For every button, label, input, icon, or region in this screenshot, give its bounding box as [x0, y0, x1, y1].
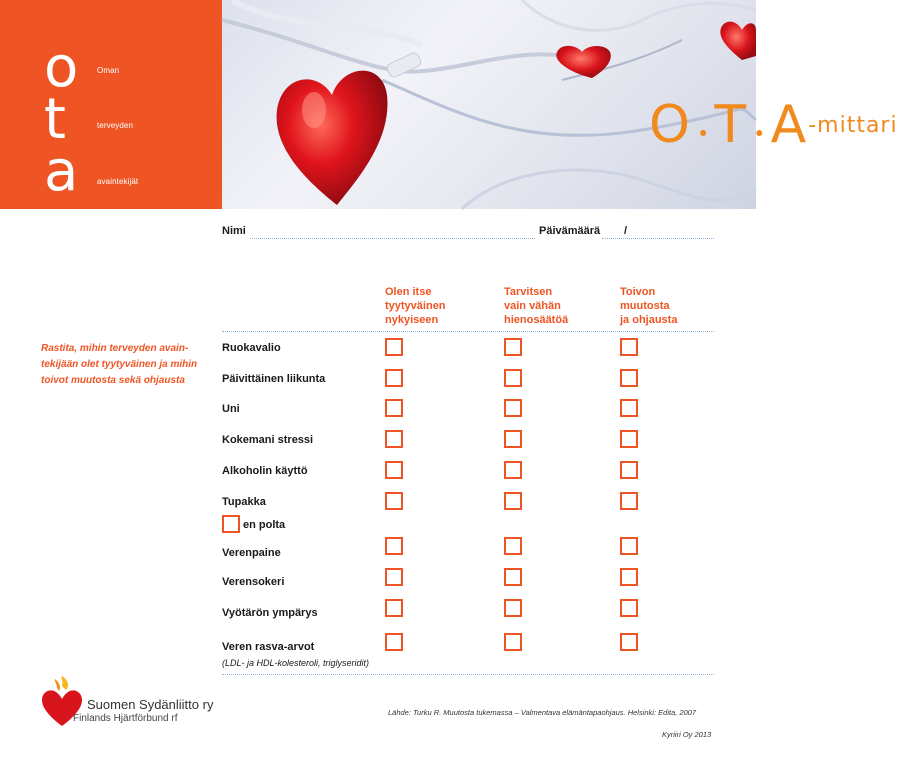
- logo-letter-a: a: [44, 139, 79, 204]
- row-label-alcohol: Alkoholin käyttö: [222, 465, 308, 477]
- checkbox-sleep-satisfied[interactable]: [385, 399, 403, 417]
- brand-dot: ●: [698, 123, 708, 140]
- non-smoker-label: en polta: [243, 519, 286, 531]
- checkbox-alcohol-change[interactable]: [620, 461, 638, 479]
- checkbox-lipids-change[interactable]: [620, 633, 638, 651]
- brand-letter-a: A: [770, 95, 809, 155]
- brand-suffix: -mittari: [808, 113, 898, 138]
- row-label-blood-pressure: Verenpaine: [222, 547, 281, 559]
- checkbox-alcohol-fine-tuning[interactable]: [504, 461, 522, 479]
- row-label-sleep: Uni: [222, 403, 240, 415]
- checkbox-smoking-satisfied[interactable]: [385, 492, 403, 510]
- column-header-line: nykyiseen: [385, 314, 439, 326]
- logo-word-avaintekijat: avaintekijät: [97, 177, 139, 186]
- brand-letter-t: T: [714, 95, 749, 155]
- logo-word-oman: Oman: [97, 66, 120, 75]
- row-label-blood-sugar: Verensokeri: [222, 576, 285, 588]
- footer-divider: [222, 674, 714, 675]
- checkbox-waist-change[interactable]: [620, 599, 638, 617]
- row-label-exercise: Päivittäinen liikunta: [222, 373, 326, 385]
- checkbox-exercise-fine-tuning[interactable]: [504, 369, 522, 387]
- organization-name: Suomen Sydänliitto ry: [87, 697, 214, 712]
- checkbox-stress-satisfied[interactable]: [385, 430, 403, 448]
- column-header-line: muutosta: [620, 300, 670, 312]
- ota-mittari-title: [649, 95, 898, 155]
- date-field[interactable]: [602, 238, 714, 239]
- row-label-lipids: Veren rasva-arvot: [222, 641, 315, 653]
- column-header-line: vain vähän: [504, 300, 561, 312]
- header-divider: [222, 331, 714, 332]
- checkbox-waist-fine-tuning[interactable]: [504, 599, 522, 617]
- checkbox-exercise-change[interactable]: [620, 369, 638, 387]
- checkbox-diet-change[interactable]: [620, 338, 638, 356]
- column-header-line: ja ohjausta: [620, 314, 678, 326]
- column-header-line: Toivon: [620, 286, 656, 298]
- ota-logo-panel: [0, 0, 222, 209]
- date-separator: /: [624, 225, 628, 237]
- checkbox-diet-fine-tuning[interactable]: [504, 338, 522, 356]
- column-header-line: tyytyväinen: [385, 300, 446, 312]
- checkbox-waist-satisfied[interactable]: [385, 599, 403, 617]
- checkbox-stress-fine-tuning[interactable]: [504, 430, 522, 448]
- checkbox-smoking-change[interactable]: [620, 492, 638, 510]
- checkbox-smoking-fine-tuning[interactable]: [504, 492, 522, 510]
- column-header-change: [620, 285, 730, 327]
- column-header-line: Olen itse: [385, 286, 432, 298]
- instruction-text: Rastita, mihin terveyden avain-tekijään olet tyytyväinen ja mihin toivot muutosta sekä ohjausta: [41, 343, 198, 386]
- checkbox-sleep-fine-tuning[interactable]: [504, 399, 522, 417]
- row-label-waist: Vyötärön ympärys: [222, 607, 318, 619]
- column-header-fine-tuning: [504, 285, 614, 327]
- checkbox-blood-pressure-fine-tuning[interactable]: [504, 537, 522, 555]
- logo-word-terveyden: terveyden: [97, 121, 134, 130]
- copyright: Kyriiri Oy 2013: [662, 730, 712, 739]
- date-label: Päivämäärä: [539, 225, 601, 237]
- checkbox-diet-satisfied[interactable]: [385, 338, 403, 356]
- hearts-photo: [222, 0, 898, 209]
- logo-letter-t: t: [44, 87, 66, 152]
- row-label-smoking: Tupakka: [222, 496, 266, 508]
- checkbox-stress-change[interactable]: [620, 430, 638, 448]
- name-field[interactable]: [250, 238, 535, 239]
- checkbox-non-smoker[interactable]: [222, 515, 240, 533]
- column-header-line: hienosäätöä: [504, 314, 569, 326]
- logo-letter-o: o: [44, 35, 79, 100]
- checkbox-blood-pressure-satisfied[interactable]: [385, 537, 403, 555]
- lipids-note: (LDL- ja HDL-kolesteroli, triglyseridit): [222, 658, 370, 668]
- row-label-stress: Kokemani stressi: [222, 434, 314, 446]
- checkbox-blood-sugar-fine-tuning[interactable]: [504, 568, 522, 586]
- source-reference: Lähde: Turku R. Muutosta tukemassa – Valmentava elämäntapaohjaus. Helsinki: Edita, 2007: [388, 708, 697, 717]
- checkbox-blood-sugar-satisfied[interactable]: [385, 568, 403, 586]
- checkbox-exercise-satisfied[interactable]: [385, 369, 403, 387]
- brand-letter-o: O: [649, 95, 692, 155]
- checkbox-blood-sugar-change[interactable]: [620, 568, 638, 586]
- name-label: Nimi: [222, 225, 246, 237]
- brand-dot: ●: [755, 123, 764, 140]
- checkbox-lipids-fine-tuning[interactable]: [504, 633, 522, 651]
- checkbox-blood-pressure-change[interactable]: [620, 537, 638, 555]
- checkbox-sleep-change[interactable]: [620, 399, 638, 417]
- checkbox-lipids-satisfied[interactable]: [385, 633, 403, 651]
- row-label-diet: Ruokavalio: [222, 342, 281, 354]
- organization-name-swedish: Finlands Hjärtförbund rf: [73, 713, 178, 724]
- checkbox-alcohol-satisfied[interactable]: [385, 461, 403, 479]
- column-header-line: Tarvitsen: [504, 286, 553, 298]
- column-header-satisfied: [385, 285, 495, 327]
